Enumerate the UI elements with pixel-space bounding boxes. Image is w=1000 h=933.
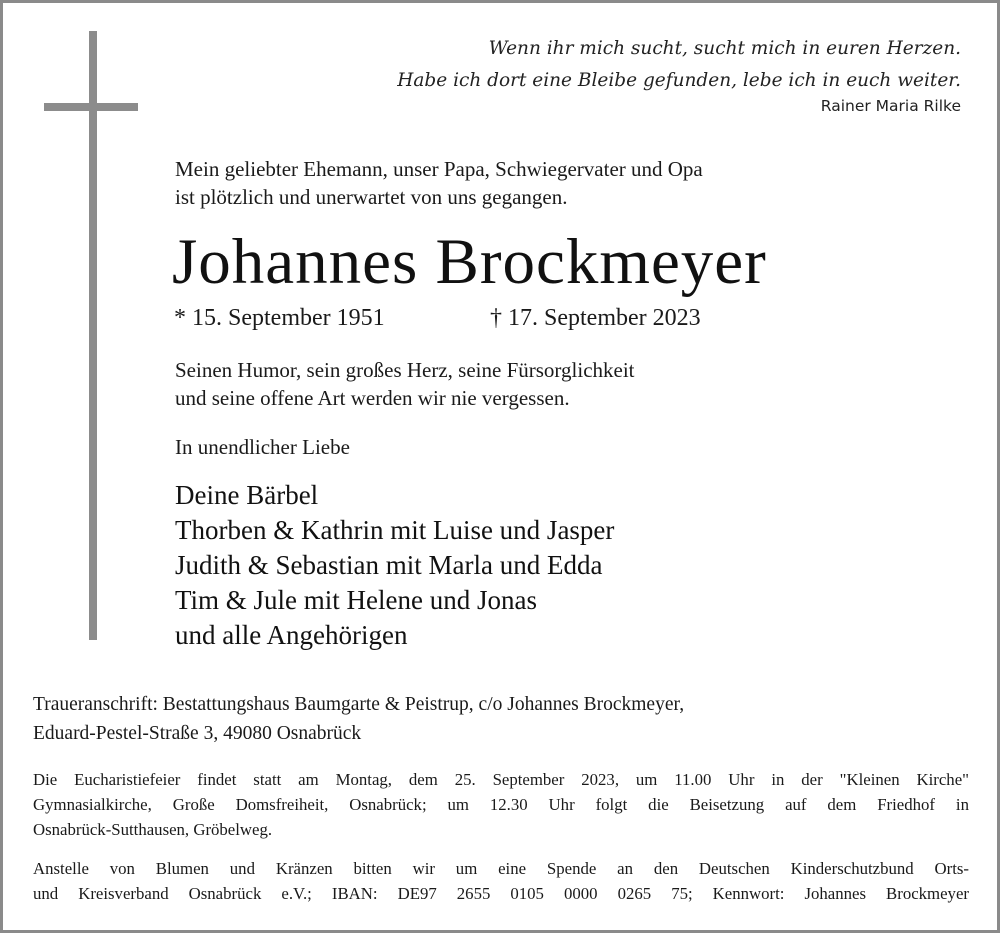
intro-text [175,155,703,211]
service-line: Osnabrück-Sutthausen, Gröbelweg. [33,820,273,839]
mourner-entry: Tim & Jule mit Helene und Jonas [175,585,537,615]
rilke-quote [397,33,961,97]
deceased-name: Johannes Brockmeyer [172,226,767,298]
service-line: Die Eucharistiefeier findet statt am Montag, dem 25. September 2023, um 11.00 Uhr in der "Kleinen Kirche" [33,770,969,789]
quote-author: Rainer Maria Rilke [820,97,961,115]
cross-icon-horizontal-bar [44,103,138,111]
address-line: Traueranschrift: Bestattungshaus Baumgarte & Peistrup, c/o Johannes Brockmeyer, [33,694,685,715]
birth-date: * 15. September 1951 [174,305,385,331]
donation-info [33,856,969,906]
mourner-entry: Judith & Sebastian mit Marla und Edda [175,550,603,580]
mourners-list [175,478,614,653]
service-line: Gymnasialkirche, Große Domsfreiheit, Osnabrück; um 12.30 Uhr folgt die Beisetzung auf dem Friedhof in [33,795,969,814]
mourner-entry: Deine Bärbel [175,480,319,510]
mourner-entry: und alle Angehörigen [175,620,408,650]
donation-line: und Kreisverband Osnabrück e.V.; IBAN: DE97 2655 0105 0000 0265 75; Kennwort: Johannes Brockmeyer [33,884,969,903]
death-date: † 17. September 2023 [490,305,701,331]
tribute-line: Seinen Humor, sein großes Herz, seine Fürsorglichkeit [175,358,635,382]
love-line: In unendlicher Liebe [175,435,350,459]
tribute-line: und seine offene Art werden wir nie vergessen. [175,386,570,410]
service-info [33,767,969,842]
intro-line: Mein geliebter Ehemann, unser Papa, Schwiegervater und Opa [175,157,703,181]
intro-line: ist plötzlich und unerwartet von uns gegangen. [175,185,568,209]
quote-line: Wenn ihr mich sucht, sucht mich in euren Herzen. [488,38,961,59]
donation-line: Anstelle von Blumen und Kränzen bitten wir um eine Spende an den Deutschen Kinderschutzbund Orts- [33,859,969,878]
address-line: Eduard-Pestel-Straße 3, 49080 Osnabrück [33,723,362,744]
tribute-text [175,356,635,412]
mourner-entry: Thorben & Kathrin mit Luise und Jasper [175,515,615,545]
cross-icon-vertical-bar [89,31,97,640]
mourning-address [33,690,684,748]
quote-line: Habe ich dort eine Bleibe gefunden, lebe ich in euch weiter. [397,70,961,91]
